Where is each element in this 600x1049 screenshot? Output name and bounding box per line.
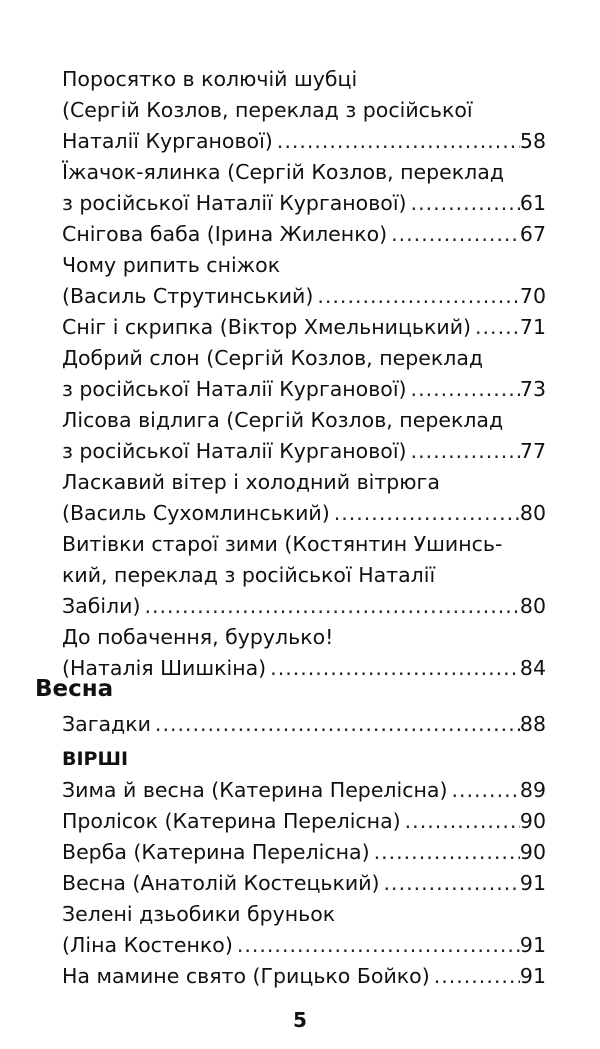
toc-entry[interactable] [62, 837, 546, 868]
toc-entry[interactable] [62, 775, 546, 806]
toc-page-number: 89 [519, 778, 546, 802]
toc-page-number: 80 [519, 501, 546, 525]
toc-entry-last-line [62, 374, 546, 405]
leader-dots [401, 806, 520, 837]
toc-entry-last-line [62, 312, 546, 343]
toc-page-number: 90 [519, 840, 546, 864]
leader-dots [370, 837, 520, 868]
toc-entry-title: Зима й весна (Катерина Перелісна) [62, 778, 448, 802]
toc-entry-title: Верба (Катерина Перелісна) [62, 840, 370, 864]
toc-page-number: 90 [519, 809, 546, 833]
leader-dots [140, 591, 519, 622]
toc-entry-title: Сніг і скрипка (Віктор Хмельницький) [62, 315, 472, 339]
toc-page-number: 71 [519, 315, 546, 339]
toc-entry[interactable] [62, 467, 546, 529]
toc-entry[interactable] [62, 219, 546, 250]
toc-entry[interactable] [62, 157, 546, 219]
toc-entry-last-line [62, 436, 546, 467]
toc-page-number: 77 [519, 439, 546, 463]
toc-entry-line: Лісова відлига (Сергій Козлов, переклад [62, 408, 504, 432]
leader-dots [266, 653, 520, 684]
toc-entry-last-line [62, 868, 546, 899]
toc-entry[interactable] [62, 250, 546, 312]
leader-dots [407, 374, 520, 405]
leader-dots [313, 281, 520, 312]
leader-dots [233, 930, 520, 961]
leader-dots [151, 709, 520, 740]
leader-dots [407, 188, 520, 219]
toc-entry-last-line [62, 930, 546, 961]
toc-list-spring [62, 709, 546, 992]
page-number: 5 [293, 1008, 307, 1032]
toc-page-number: 88 [519, 712, 546, 736]
toc-entry-riddles[interactable] [62, 709, 546, 740]
toc-entry[interactable] [62, 312, 546, 343]
leader-dots [380, 868, 520, 899]
toc-entry-line: Поросятко в колючій шубці [62, 67, 358, 91]
toc-entry-line: кий, переклад з російської Наталії [62, 563, 436, 587]
toc-entry-last-line [62, 188, 546, 219]
toc-entry[interactable] [62, 343, 546, 405]
toc-page-number: 61 [519, 191, 546, 215]
toc-entry-line: Зелені дзьобики бруньок [62, 902, 336, 926]
toc-entry-title: Загадки [62, 712, 151, 736]
toc-entry-last-line [62, 961, 546, 992]
toc-entry-title: Пролісок (Катерина Перелісна) [62, 809, 401, 833]
toc-page-number: 67 [519, 222, 546, 246]
toc-entry-last-line [62, 775, 546, 806]
toc-entry-title: Наталії Курганової) [62, 129, 273, 153]
leader-dots [273, 126, 520, 157]
toc-page-number: 91 [519, 964, 546, 988]
toc-entry-title: з російської Наталії Курганової) [62, 439, 407, 463]
toc-entry-title: Снігова баба (Ірина Жиленко) [62, 222, 388, 246]
toc-entry-line: (Сергій Козлов, переклад з російської [62, 98, 473, 122]
toc-entry-last-line [62, 281, 546, 312]
toc-entry-line: Ласкавий вітер і холодний вітрюга [62, 470, 440, 494]
poems-heading: ВІРШІ [62, 748, 129, 770]
toc-entry[interactable] [62, 64, 546, 157]
toc-entry-line: Добрий слон (Сергій Козлов, переклад [62, 346, 484, 370]
leader-dots [430, 961, 520, 992]
leader-dots [330, 498, 520, 529]
toc-entry[interactable] [62, 961, 546, 992]
toc-list-winter [62, 64, 546, 684]
toc-entry-last-line [62, 806, 546, 837]
leader-dots [447, 775, 519, 806]
leader-dots [471, 312, 520, 343]
toc-entry[interactable] [62, 405, 546, 467]
toc-entry-line: Чому рипить сніжок [62, 253, 281, 277]
toc-page-number: 58 [519, 129, 546, 153]
toc-entry-line: Витівки старої зими (Костянтин Ушинсь- [62, 532, 503, 556]
toc-entry-last-line [62, 591, 546, 622]
toc-entry-title: (Василь Струтинський) [62, 284, 314, 308]
toc-page-number: 91 [519, 871, 546, 895]
toc-entry-title: (Наталія Шишкіна) [62, 656, 267, 680]
toc-entry-line: Їжачок-ялинка (Сергій Козлов, переклад [62, 160, 504, 184]
toc-entry-title: Весна (Анатолій Костецький) [62, 871, 380, 895]
toc-entry[interactable] [62, 868, 546, 899]
toc-page-number: 73 [519, 377, 546, 401]
toc-entry[interactable] [62, 622, 546, 684]
toc-entry-last-line [62, 219, 546, 250]
toc-entry-last-line [62, 653, 546, 684]
toc-entry[interactable] [62, 529, 546, 622]
leader-dots [387, 219, 520, 250]
toc-entry-title: з російської Наталії Курганової) [62, 377, 407, 401]
toc-page-number: 91 [519, 933, 546, 957]
toc-entry-last-line [62, 126, 546, 157]
toc-entry-title: На мамине свято (Грицько Бойко) [62, 964, 430, 988]
toc-page-number: 70 [519, 284, 546, 308]
toc-entry-title: (Ліна Костенко) [62, 933, 233, 957]
toc-entry-line: До побачення, бурулько! [62, 625, 334, 649]
toc-entry[interactable] [62, 806, 546, 837]
toc-entry-title: з російської Наталії Курганової) [62, 191, 407, 215]
leader-dots [407, 436, 520, 467]
section-title: Весна [35, 676, 114, 702]
toc-page-number: 80 [519, 594, 546, 618]
toc-entry-title: (Василь Сухомлинський) [62, 501, 330, 525]
toc-entry[interactable] [62, 899, 546, 961]
toc-page-number: 84 [519, 656, 546, 680]
toc-entry-last-line [62, 498, 546, 529]
toc-entry-last-line [62, 837, 546, 868]
toc-entry-title: Забіли) [62, 594, 141, 618]
